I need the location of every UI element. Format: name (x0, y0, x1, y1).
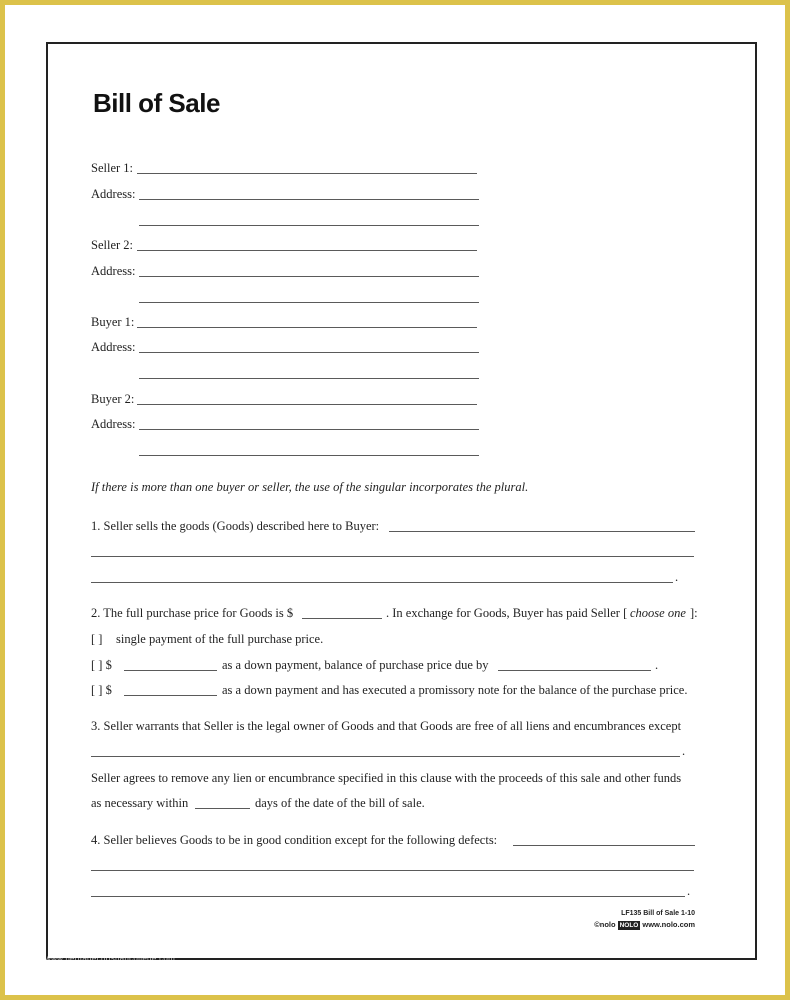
seller-2-label: Seller 2: (91, 238, 134, 252)
option-single-payment-text: single payment of the full purchase price. (116, 632, 324, 646)
defects-field[interactable] (513, 845, 695, 846)
seller-1-address-field[interactable] (139, 199, 479, 200)
down-payment-amount-field[interactable] (124, 670, 217, 671)
watermark: www.heritagechristiancollege.com (45, 954, 176, 963)
clause-4-period: . (687, 884, 691, 898)
buyer-1-address-field-line-2[interactable] (139, 378, 479, 379)
seller-2-address-label: Address: (91, 264, 136, 278)
page-title: Bill of Sale (93, 88, 220, 118)
buyer-2-field[interactable] (137, 404, 477, 405)
seller-2-address-field[interactable] (139, 276, 479, 277)
goods-description-field-line-2[interactable] (91, 556, 694, 557)
option-down-payment-due-checkbox[interactable]: [ ] $ (91, 658, 112, 672)
clause-1-period: . (675, 570, 679, 584)
buyer-2-address-field[interactable] (139, 429, 479, 430)
lien-removal-days-field[interactable] (195, 808, 250, 809)
buyer-2-address-label: Address: (91, 417, 136, 431)
nolo-brand (594, 920, 695, 930)
buyer-1-label: Buyer 1: (91, 315, 135, 329)
seller-1-field[interactable] (137, 173, 477, 174)
option-down-payment-due-text: as a down payment, balance of purchase price due by (222, 658, 489, 672)
buyer-1-field[interactable] (137, 327, 477, 328)
bill-of-sale-form (46, 42, 757, 960)
buyer-2-label: Buyer 2: (91, 392, 135, 406)
defects-field-line-2[interactable] (91, 870, 694, 871)
clause-3-agreement-post: days of the date of the bill of sale. (255, 796, 425, 810)
clause-4-text: 4. Seller believes Goods to be in good condition except for the following defects: (91, 833, 498, 847)
clause-2-choose-one: choose one (630, 606, 686, 620)
defects-field-line-3[interactable] (91, 896, 685, 897)
buyer-2-address-field-line-2[interactable] (139, 455, 479, 456)
clause-3-text: 3. Seller warrants that Seller is the legal owner of Goods and that Goods are free of all liens and encumbrances except (91, 719, 682, 733)
balance-due-date-field[interactable] (498, 670, 651, 671)
clause-3-agreement-line-1: Seller agrees to remove any lien or encumbrance specified in this clause with the proceeds of this sale and other funds (91, 771, 682, 785)
nolo-logo: NOLO (619, 922, 639, 929)
option-promissory-note-text: as a down payment and has executed a promissory note for the balance of the purchase price. (222, 683, 688, 697)
nolo-url: www.nolo.com (642, 920, 695, 929)
purchase-price-field[interactable] (302, 618, 382, 619)
option-down-payment-due-period: . (655, 658, 659, 672)
form-code: LF135 Bill of Sale 1-10 (621, 910, 695, 917)
clause-2-text-c: ]: (690, 606, 698, 620)
clause-3-period: . (682, 744, 686, 758)
goods-description-field[interactable] (389, 531, 695, 532)
seller-1-label: Seller 1: (91, 161, 134, 175)
clause-2-text-a: 2. The full purchase price for Goods is $ (91, 606, 294, 620)
seller-1-address-label: Address: (91, 187, 136, 201)
option-single-payment-checkbox[interactable]: [ ] (91, 632, 103, 646)
clause-3-agreement-pre: as necessary within (91, 796, 189, 810)
clause-2-text-b: . In exchange for Goods, Buyer has paid Seller [ (386, 606, 628, 620)
seller-2-field[interactable] (137, 250, 477, 251)
nolo-copyright: ©nolo (594, 920, 616, 929)
liens-exceptions-field[interactable] (91, 756, 680, 757)
seller-1-address-field-line-2[interactable] (139, 225, 479, 226)
goods-description-field-line-3[interactable] (91, 582, 673, 583)
clause-1-text: 1. Seller sells the goods (Goods) described here to Buyer: (91, 519, 380, 533)
option-promissory-note-checkbox[interactable]: [ ] $ (91, 683, 112, 697)
seller-2-address-field-line-2[interactable] (139, 302, 479, 303)
promissory-down-payment-field[interactable] (124, 695, 217, 696)
buyer-1-address-label: Address: (91, 340, 136, 354)
plural-note: If there is more than one buyer or seller, the use of the singular incorporates the plural. (91, 480, 529, 494)
buyer-1-address-field[interactable] (139, 352, 479, 353)
